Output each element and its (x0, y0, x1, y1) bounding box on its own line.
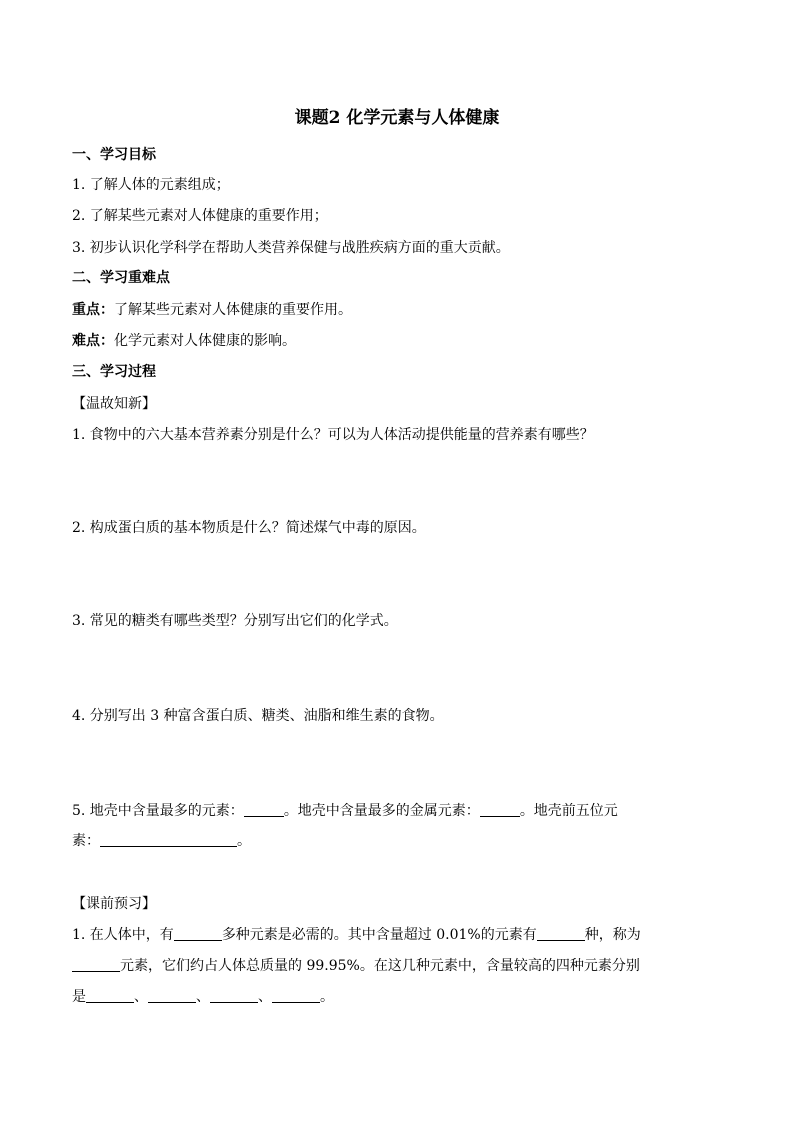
question-text: 素： (72, 833, 100, 849)
separator: 、 (196, 989, 210, 1005)
question-text: 种，称为 (584, 927, 641, 943)
preview-question-1-cont (72, 956, 640, 976)
objective-item-2: 2. 了解某些元素对人体健康的重要作用； (72, 208, 328, 224)
question-text: 元素，它们约占人体总质量的 99.95%。在这几种元素中，含量较高的四种元素分别 (120, 958, 640, 974)
question-text: 。 (237, 833, 251, 849)
objective-item-1: 1. 了解人体的元素组成； (72, 177, 230, 193)
question-text: 1. 在人体中，有 (72, 927, 174, 943)
review-question-5 (72, 801, 618, 821)
review-label: 【温故知新】 (72, 396, 156, 412)
preview-label: 【课前预习】 (72, 896, 156, 912)
question-text: 多种元素是必需的。其中含量超过 0.01%的元素有 (221, 927, 537, 943)
review-question-4: 4. 分别写出 3 种富含蛋白质、糖类、油脂和维生素的食物。 (72, 708, 444, 724)
question-text: 。地壳中含量最多的金属元素： (283, 803, 480, 819)
separator: 、 (258, 989, 272, 1005)
answer-blank[interactable] (148, 988, 196, 1003)
answer-blank[interactable] (272, 988, 320, 1003)
key-point-line (72, 300, 352, 320)
page-title: 课题2 化学元素与人体健康 (294, 108, 500, 128)
answer-blank[interactable] (210, 988, 258, 1003)
section-heading-objectives: 一、学习目标 (72, 147, 156, 163)
review-question-5-cont (72, 831, 251, 851)
answer-blank[interactable] (100, 832, 237, 847)
answer-blank[interactable] (86, 988, 134, 1003)
separator: 、 (134, 989, 148, 1005)
key-point-text: 了解某些元素对人体健康的重要作用。 (114, 302, 352, 318)
objective-item-3: 3. 初步认识化学科学在帮助人类营养保健与战胜疾病方面的重大贡献。 (72, 240, 510, 256)
review-question-3: 3. 常见的糖类有哪些类型？分别写出它们的化学式。 (72, 613, 398, 629)
difficulty-line (72, 331, 296, 351)
section-heading-key-points: 二、学习重难点 (72, 270, 170, 286)
review-question-2: 2. 构成蛋白质的基本物质是什么？简述煤气中毒的原因。 (72, 520, 426, 536)
review-question-1: 1. 食物中的六大基本营养素分别是什么？可以为人体活动提供能量的营养素有哪些？ (72, 427, 594, 443)
preview-question-1-cont2 (72, 987, 334, 1007)
question-text: 5. 地壳中含量最多的元素： (72, 803, 244, 819)
answer-blank[interactable] (480, 802, 520, 817)
answer-blank[interactable] (244, 802, 284, 817)
difficulty-label: 难点： (72, 333, 114, 349)
answer-blank[interactable] (174, 926, 222, 941)
difficulty-text: 化学元素对人体健康的影响。 (114, 333, 296, 349)
section-heading-process: 三、学习过程 (72, 364, 156, 380)
question-text: 。地壳前五位元 (519, 803, 618, 819)
answer-blank[interactable] (537, 926, 585, 941)
preview-question-1 (72, 925, 641, 945)
key-point-label: 重点： (72, 302, 114, 318)
answer-blank[interactable] (72, 957, 120, 972)
period: 。 (320, 989, 334, 1005)
question-text: 是 (72, 989, 86, 1005)
